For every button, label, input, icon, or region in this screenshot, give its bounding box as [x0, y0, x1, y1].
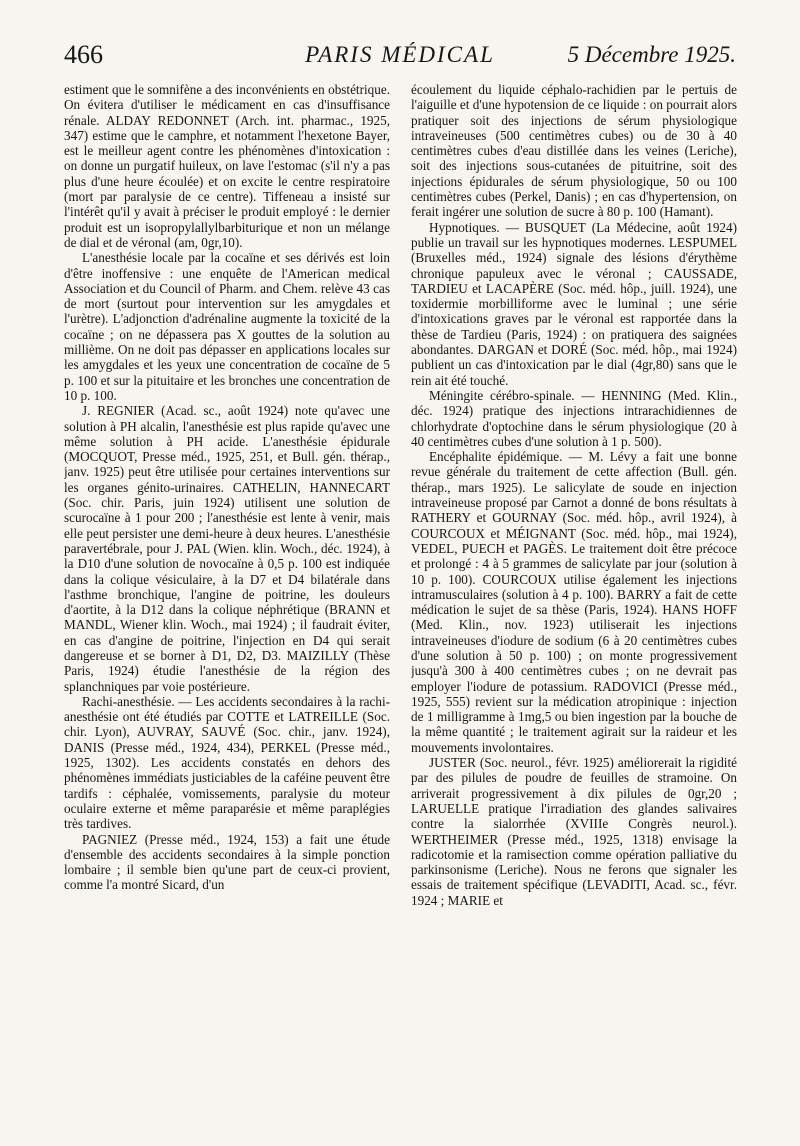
left-column — [64, 82, 390, 1132]
paragraph: écoulement du liquide céphalo-rachidien par le pertuis de l'aiguille et d'une hypotension de ce liquide : on pourrait alors pratiquer soit des injections de sérum physiologique intraveineuses (500 centimètres cubes) ou de 30 à 40 centimètres cubes d'eau distillée dans les veines (Leriche), soit des injections sous-cutanées de pituitrine, soit des injections épidurales de sérum physiologique, 50 ou 100 centimètres cubes (Perkel, Danis) ; en cas d'hypertension, on ferait ingérer une solution de sucre à 80 p. 100 (Hamant). — [411, 82, 737, 220]
issue-date: 5 Décembre 1925. — [567, 42, 736, 67]
paragraph: estiment que le somnifène a des inconvénients en obstétrique. On évitera d'utiliser le médicament en cas d'insuffisance rénale. ALDAY REDONNET (Arch. int. pharmac., 1925, 347) estime que le camphre, et notamment l'hexetone Bayer, est le meilleur agent contre les phénomènes d'intoxication : on donne un purgatif huileux, on lave l'estomac (s'il n'y a pas plus d'une heure écoulée) et on excite le centre respiratoire (mort par paralysie de ce centre). Tiffeneau a insisté sur l'intérêt qu'il y avait à préciser le produit employé : le dernier produit est un isopropylallylbarbiturique et non un mélange de dial et de véronal (am, 0gr,10). — [64, 82, 390, 250]
page-number: 466 — [64, 40, 103, 69]
paragraph: JUSTER (Soc. neurol., févr. 1925) améliorerait la rigidité par des pilules de poudre de feuilles de stramoine. On arriverait progressivement à dix pilules de 0gr,20 ; LARUELLE pratique l'irradiation des glandes salivaires contre la sialorrhée (XVIIIe Congrès neurol.). WERTHEIMER (Presse méd., 1925, 1318) envisage la radicotomie et la ramisection comme opération palliative du parkinsonisme (Leriche). Nous ne ferons que signaler les essais de traitement spécifique (LEVADITI, Acad. sc., févr. 1924 ; MARIE et — [411, 755, 737, 908]
paragraph: Méningite cérébro-spinale. — HENNING (Med. Klin., déc. 1924) pratique des injections intrarachidiennes de chlorhydrate d'optochine dans le sérum physiologique (20 à 40 centimètres cubes d'une solution à 1 p. 500). — [411, 387, 737, 449]
paragraph: L'anesthésie locale par la cocaïne et ses dérivés est loin d'être inoffensive : une enquête de l'American medical Association et du Council of Pharm. and Chem. relève 43 cas de mort (surtout pour intervention sur les amygdales et l'urètre). L'adjonction d'adrénaline augmente la toxicité de la cocaïne ; on ne dépassera pas X gouttes de la solution au millième. On ne doit pas dépasser en applications locales sur les amygdales et les yeux une concentration de cocaïne de 5 p. 100 et sur la pituitaire et les bronches une concentration de 10 p. 100. — [64, 250, 390, 403]
right-column — [411, 82, 737, 1132]
paragraph: J. REGNIER (Acad. sc., août 1924) note qu'avec une solution à PH alcalin, l'anesthésie est plus rapide qu'avec une même solution à PH acide. L'anesthésie épidurale (MOCQUOT, Presse méd., 1925, 251, et Bull. gén. thérap., janv. 1925) peut être utilisée pour certaines interventions sur les organes génito-urinaires. CATHELIN, HANNECART (Soc. chir. Paris, juin 1924) utilisent une solution de scurocaïne à 1 pour 200 ; l'anesthésie est lente à venir, mais elle peut persister une demi-heure à deux heures. L'anesthésie paravertébrale, pour J. PAL (Wien. klin. Woch., déc. 1924), à la D10 d'une solution de novocaïne à 0,5 p. 100 est indiquée dans la colique vésiculaire, à la D7 et D4 bilatérale dans l'asthme bronchique, l'angine de poitrine, les douleurs d'aortite, à la D12 dans la colique néphrétique (BRANN et MANDL, Wiener klin. Woch., mai 1924) ; il faudrait éviter, en cas d'angine de poitrine, l'injection en D4 qui serait dangereuse et se borner à D1, D2, D3. MAIZILLY (Thèse Paris, 1924) étudie l'anesthésie de la région des splanchniques par voie postérieure. — [64, 403, 390, 694]
page-header — [64, 40, 736, 74]
paragraph: Encéphalite épidémique. — M. Lévy a fait une bonne revue générale du traitement de cette affection (Bull. gén. thérap., mars 1925). Le salicylate de soude en injection intraveineuse proposé par Carnot a donné de bons résultats à RATHERY et GOURNAY (Soc. méd. hôp., avril 1924), à COURCOUX et MÉIGNANT (Soc. méd. hôp., mai 1924), VEDEL, PUECH et PAGÈS. Le traitement doit être précoce et prolongé : 4 à 5 grammes de salicylate par jour (solution à 10 p. 100). COURCOUX utilise également les injections intramusculaires (solution à 4 p. 100). BARRY a fait de cette médication le sujet de sa thèse (Paris, 1924). HANS HOFF (Med. Klin., nov. 1923) utiliserait les injections intraveineuses d'iodure de sodium (6 à 20 centimètres cubes d'une solution à 50 p. 100) ; on monte progressivement jusqu'à 300 à 400 centimètres cubes ; on ne devrait pas employer l'iodure de potassium. RADOVICI (Presse méd., 1925, 555) revient sur la médication atropinique : injection de 1 milligramme à 1mg,5 ou bien ingestion par la bouche de la même quantité ; le traitement agirait sur la raideur et les mouvements involontaires. — [411, 449, 737, 755]
running-title: PARIS MÉDICAL — [305, 42, 495, 67]
paragraph: PAGNIEZ (Presse méd., 1924, 153) a fait une étude d'ensemble des accidents secondaires à la simple ponction lombaire ; il semble bien qu'une part de ceux-ci provient, comme l'a montré Sicard, d'un — [64, 831, 390, 893]
paragraph: Rachi-anesthésie. — Les accidents secondaires à la rachi-anesthésie ont été étudiés par COTTE et LATREILLE (Soc. chir. Lyon), AUVRAY, SAUVÉ (Soc. chir., janv. 1924), DANIS (Presse méd., 1924, 434), PERKEL (Presse méd., 1925, 1302). Les accidents constatés en dehors des phénomènes immédiats justiciables de la caféine peuvent être tardifs : céphalée, vomissements, paralysie du moteur oculaire externe et même paraparésie et même paraplégies très tardives. — [64, 693, 390, 832]
paragraph: Hypnotiques. — BUSQUET (La Médecine, août 1924) publie un travail sur les hypnotiques modernes. LESPUMEL (Bruxelles méd., 1924) signale des lésions d'érythème chronique papuleux avec le véronal ; CAUSSADE, TARDIEU et LACAPÈRE (Soc. méd. hôp., juill. 1924), une toxidermie morbilliforme avec le luminal ; une série d'intoxications graves par le véronal est rapportée dans la thèse de Tardieu (Paris, 1924) : on pratiquera des saignées abondantes. DARGAN et DORÉ (Soc. méd. hôp., mai 1924) publient un cas d'intoxication par le dial (4gr,80) sans que le rein ait été touché. — [411, 219, 737, 388]
